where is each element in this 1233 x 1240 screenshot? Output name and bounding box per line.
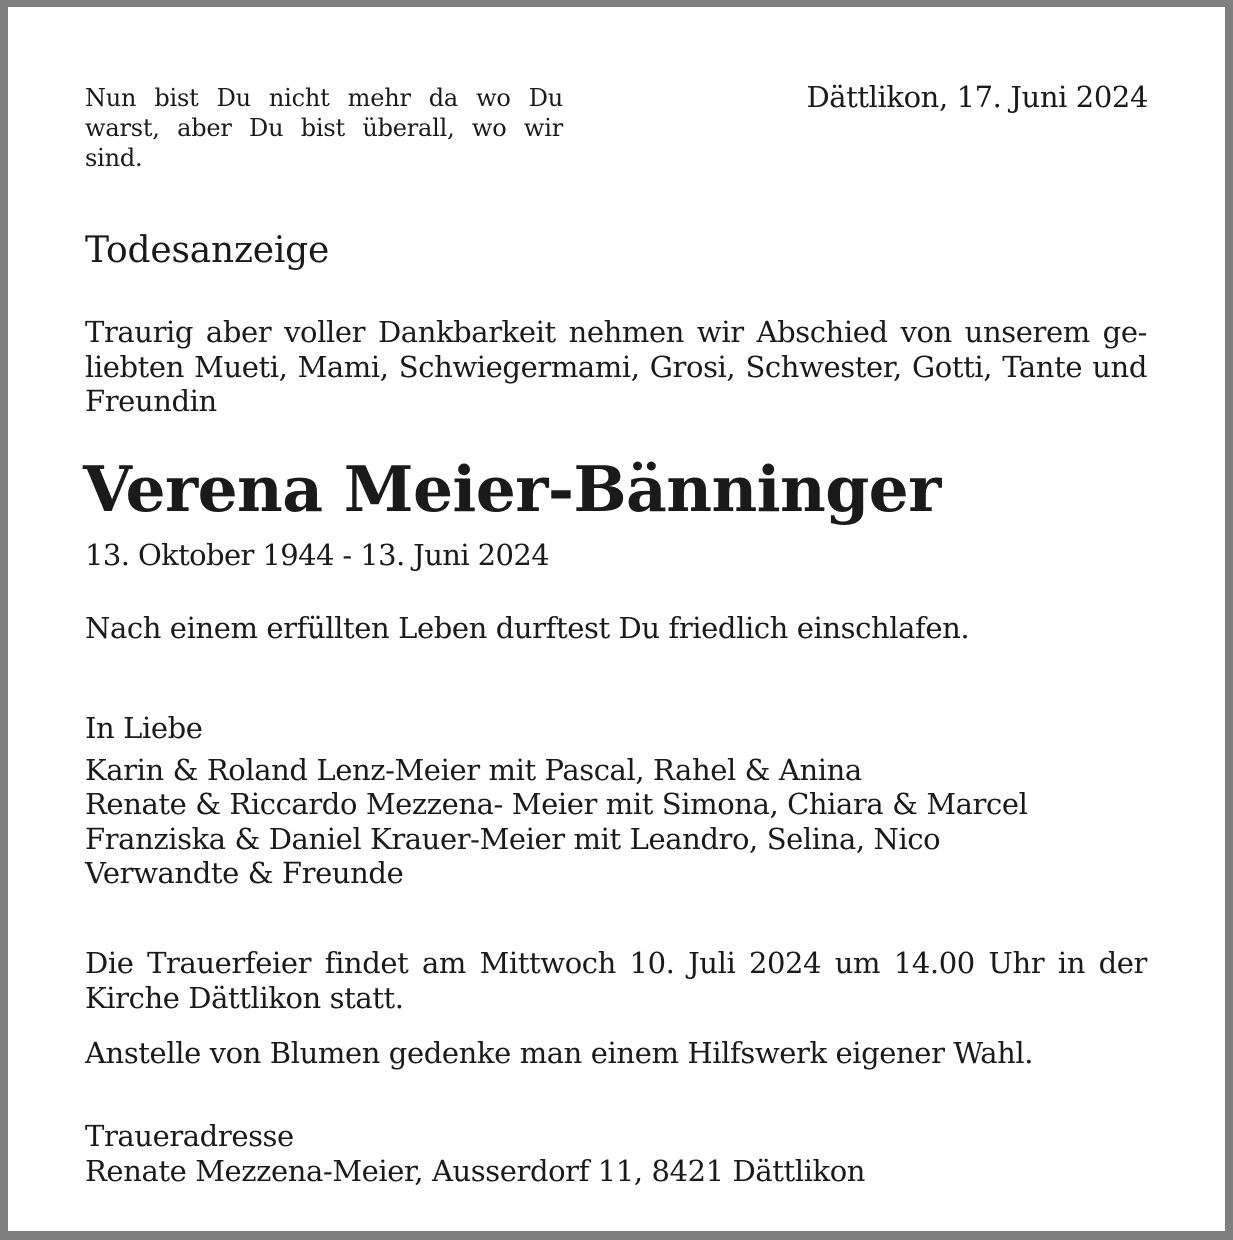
ceremony-info: Die Trauerfeier findet am Mittwoch 10. Juli 2024 um 14.00 Uhr in der Kirche Dättlikon statt. [85, 946, 1147, 1015]
farewell-message: Nach einem erfüllten Leben durftest Du friedlich einschlafen. [85, 611, 970, 645]
mourning-address [85, 1119, 865, 1188]
mourner-line: Karin & Roland Lenz-Meier mit Pascal, Rahel & Anina [85, 752, 862, 787]
address-label: Traueradresse [85, 1119, 294, 1153]
obituary-page [8, 7, 1225, 1231]
intro-text: Traurig aber voller Dankbarkeit nehmen wir Abschied von unserem ge-liebten Mueti, Mami, Schwiegermami, Grosi, Schwester, Gotti, Tante und Freundin [85, 315, 1147, 418]
motto-quote: Nun bist Du nicht mehr da wo Du warst, aber Du bist überall, wo wir sind. [85, 84, 563, 172]
mourners-intro: In Liebe [85, 711, 203, 745]
mourner-line: Renate & Riccardo Mezzena- Meier mit Simona, Chiara & Marcel [85, 787, 1028, 821]
mourner-line: Verwandte & Freunde [85, 856, 404, 890]
flowers-note: Anstelle von Blumen gedenke man einem Hilfswerk eigener Wahl. [85, 1036, 1034, 1070]
place-and-date: Dättlikon, 17. Juni 2024 [806, 80, 1148, 114]
obituary-heading: Todesanzeige [85, 230, 330, 271]
address-line: Renate Mezzena-Meier, Ausserdorf 11, 8421 Dättlikon [85, 1153, 866, 1188]
mourners-list [85, 711, 1027, 891]
deceased-name: Verena Meier-Bänninger [83, 452, 941, 526]
mourner-line: Franziska & Daniel Krauer-Meier mit Leandro, Selina, Nico [85, 821, 941, 856]
life-dates: 13. Oktober 1944 - 13. Juni 2024 [85, 538, 550, 572]
